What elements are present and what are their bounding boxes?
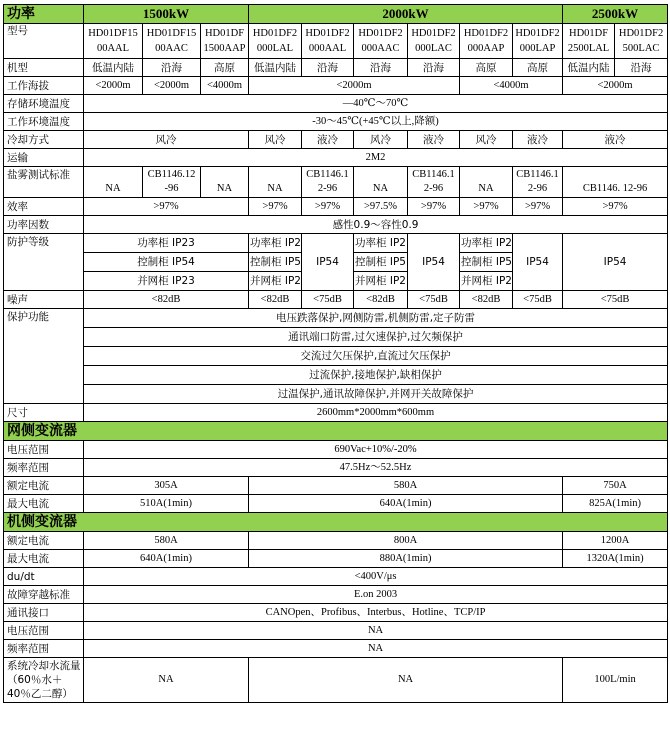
model-type-cell: 沿海 [408,59,460,77]
model-line: HD01DF2 [358,28,403,39]
salt-spray-line: 2-96 [423,183,444,194]
model-type-cell: 低温内陆 [84,59,143,77]
cooling-cell: 液冷 [302,131,354,149]
grid-max-current-label: 最大电流 [4,495,84,513]
model-cell [84,24,143,59]
model-line: 1500AAP [203,43,246,54]
salt-spray-cell: NA [460,167,513,198]
comm-value: CANOpen、Profibus、Interbus、Hotline、TCP/IP [84,604,668,622]
efficiency-cell: >97.5% [354,198,408,216]
power-1500: 1500kW [84,5,249,24]
protection-level-cell: IP54 [563,234,668,291]
efficiency-cell: >97% [249,198,302,216]
protection-line: 过温保护,通讯故障保护,并网开关故障保护 [84,385,668,404]
machine-max-current-cell: 1320A(1min) [563,550,668,568]
model-line: 000LAC [415,43,452,54]
model-type-cell: 沿海 [615,59,668,77]
model-line: 000LAL [256,43,294,54]
dudt-value: <400V/μs [84,568,668,586]
salt-spray-cell: NA [249,167,302,198]
protection-row [4,366,668,385]
model-line: 000AAP [467,43,505,54]
comm-label: 通讯接口 [4,604,84,622]
protection-level-cell: 并网柜 IP2 [460,272,513,291]
model-cell [615,24,668,59]
model-line: 000AAC [361,43,400,54]
protection-level-cell: 并网柜 IP23 [84,272,249,291]
efficiency-cell: >97% [408,198,460,216]
model-row [4,24,668,59]
salt-spray-line: -96 [164,183,179,194]
altitude-cell: <4000m [201,77,249,95]
efficiency-cell: >97% [302,198,354,216]
machine-max-current-cell: 640A(1min) [84,550,249,568]
noise-row [4,291,668,309]
model-type-cell: 高原 [201,59,249,77]
protection-level-cell: 功率柜 IP2 [354,234,408,253]
cooling-cell: 液冷 [563,131,668,149]
model-line: HD01DF15 [88,28,138,39]
noise-cell: <82dB [84,291,249,309]
noise-cell: <75dB [563,291,668,309]
grid-max-current-row [4,495,668,513]
cooling-cell: 风冷 [249,131,302,149]
model-line: 000AAL [308,43,347,54]
model-line: HD01DF2 [463,28,509,39]
machine-voltage-value: NA [84,622,668,640]
model-line: 2500LAL [567,43,610,54]
altitude-cell: <4000m [460,77,563,95]
machine-voltage-label: 电压范围 [4,622,84,640]
protection-level-cell: 控制柜 IP5 [460,253,513,272]
efficiency-row [4,198,668,216]
altitude-cell: <2000m [84,77,143,95]
model-type-cell: 沿海 [143,59,201,77]
model-type-cell: 沿海 [302,59,354,77]
machine-max-current-row [4,550,668,568]
model-label: 型号 [4,24,84,59]
altitude-cell: <2000m [249,77,460,95]
protection-line: 交流过欠压保护,直流过欠压保护 [84,347,668,366]
model-type-cell: 沿海 [354,59,408,77]
model-line: HD01DF2 [252,28,298,39]
protection-level-cell: 功率柜 IP2 [460,234,513,253]
protection-row [4,385,668,404]
machine-frequency-row [4,640,668,658]
protection-row [4,347,668,366]
model-line: 000LAP [519,43,556,54]
coolant-flow-cell: 100L/min [563,658,668,703]
protection-level-cell: 控制柜 IP54 [84,253,249,272]
model-cell [143,24,201,59]
grid-frequency-row [4,459,668,477]
machine-max-current-cell: 880A(1min) [249,550,563,568]
salt-spray-label: 盐雾测试标准 [4,167,84,198]
storage-temp-label: 存储环境温度 [4,95,84,113]
noise-label: 噪声 [4,291,84,309]
model-line: HD01DF [204,28,245,39]
grid-rated-current-cell: 305A [84,477,249,495]
cooling-row [4,131,668,149]
noise-cell: <82dB [354,291,408,309]
model-line: 500LAC [622,43,660,54]
salt-spray-cell [408,167,460,198]
model-line: 00AAC [155,43,188,54]
protection-level-cell: 并网柜 IP2 [354,272,408,291]
transport-row [4,149,668,167]
grid-voltage-label: 电压范围 [4,441,84,459]
protection-level-cell: IP54 [408,234,460,291]
grid-rated-current-label: 额定电流 [4,477,84,495]
size-value: 2600mm*2000mm*600mm [84,404,668,422]
work-temp-row [4,113,668,131]
salt-spray-cell: CB1146. 12-96 [563,167,668,198]
model-line: HD01DF2 [305,28,350,39]
noise-cell: <75dB [408,291,460,309]
machine-rated-current-label: 额定电流 [4,532,84,550]
grid-max-current-cell: 640A(1min) [249,495,563,513]
machine-frequency-value: NA [84,640,668,658]
coolant-flow-cell: NA [249,658,563,703]
salt-spray-cell: NA [201,167,249,198]
work-temp-value: -30～45℃(+45℃以上,降额) [84,113,668,131]
cooling-cell: 液冷 [408,131,460,149]
work-temp-label: 工作环境温度 [4,113,84,131]
grid-rated-current-cell: 580A [249,477,563,495]
model-cell [302,24,354,59]
model-type-cell: 高原 [460,59,513,77]
grid-voltage-value: 690Vac+10%/-20% [84,441,668,459]
noise-cell: <82dB [460,291,513,309]
protection-row [4,309,668,328]
grid-side-title: 网侧变流器 [4,422,668,441]
grid-rated-current-cell: 750A [563,477,668,495]
protection-row [4,328,668,347]
salt-spray-line: 2-96 [527,183,548,194]
salt-spray-line: CB1146.1 [412,169,455,180]
model-line: HD01DF15 [146,28,197,39]
power-factor-row [4,216,668,234]
protection-level-cell: 并网柜 IP2 [249,272,302,291]
size-label: 尺寸 [4,404,84,422]
machine-voltage-row [4,622,668,640]
transport-label: 运输 [4,149,84,167]
power-factor-label: 功率因数 [4,216,84,234]
model-type-cell: 低温内陆 [563,59,615,77]
salt-spray-cell [143,167,201,198]
salt-spray-line: CB1146.12 [147,169,196,180]
power-2500: 2500kW [563,5,668,24]
dudt-row [4,568,668,586]
protection-level-cell: IP54 [302,234,354,291]
model-cell [201,24,249,59]
storage-temp-value: —40℃～70℃ [84,95,668,113]
salt-spray-line: CB1146.1 [516,169,559,180]
cooling-cell: 风冷 [460,131,513,149]
protection-level-cell: 控制柜 IP5 [249,253,302,272]
salt-spray-cell [302,167,354,198]
model-line: 00AAL [96,43,130,54]
model-line: HD01DF [568,28,609,39]
model-cell [460,24,513,59]
salt-spray-line: CB1146.1 [306,169,349,180]
cooling-cell: 风冷 [354,131,408,149]
model-cell [249,24,302,59]
dudt-label: du/dt [4,568,84,586]
model-type-cell: 低温内陆 [249,59,302,77]
salt-spray-cell: NA [354,167,408,198]
efficiency-label: 效率 [4,198,84,216]
cooling-cell: 液冷 [513,131,563,149]
grid-max-current-cell: 825A(1min) [563,495,668,513]
cooling-cell: 风冷 [84,131,249,149]
machine-rated-current-row [4,532,668,550]
protection-level-cell: 控制柜 IP5 [354,253,408,272]
grid-voltage-row [4,441,668,459]
power-factor-value: 感性0.9～容性0.9 [84,216,668,234]
salt-spray-cell: NA [84,167,143,198]
noise-cell: <75dB [513,291,563,309]
protection-line: 过流保护,接地保护,缺相保护 [84,366,668,385]
grid-frequency-value: 47.5Hz～52.5Hz [84,459,668,477]
transport-value: 2M2 [84,149,668,167]
model-line: HD01DF2 [411,28,456,39]
efficiency-cell: >97% [513,198,563,216]
altitude-cell: <2000m [563,77,668,95]
protection-level-cell: IP54 [513,234,563,291]
machine-rated-current-cell: 1200A [563,532,668,550]
model-type-label: 机型 [4,59,84,77]
machine-frequency-label: 频率范围 [4,640,84,658]
ride-through-row [4,586,668,604]
model-cell [408,24,460,59]
protection-line: 通讯端口防雷,过欠速保护,过欠频保护 [84,328,668,347]
noise-cell: <82dB [249,291,302,309]
model-type-cell: 高原 [513,59,563,77]
model-cell [563,24,615,59]
power-label: 功率 [4,5,84,24]
model-cell [513,24,563,59]
grid-max-current-cell: 510A(1min) [84,495,249,513]
protection-level-cell: 功率柜 IP2 [249,234,302,253]
spec-table [3,4,668,703]
altitude-label: 工作海拔 [4,77,84,95]
ride-through-value: E.on 2003 [84,586,668,604]
salt-spray-line: 2-96 [317,183,338,194]
altitude-row [4,77,668,95]
protection-line: 电压跌落保护,网侧防雷,机侧防雷,定子防雷 [84,309,668,328]
efficiency-cell: >97% [84,198,249,216]
protection-label: 保护功能 [4,309,84,404]
size-row [4,404,668,422]
power-header-row [4,5,668,24]
protection-level-cell: 功率柜 IP23 [84,234,249,253]
machine-side-title: 机侧变流器 [4,513,668,532]
coolant-flow-row [4,658,668,703]
coolant-flow-cell: NA [84,658,249,703]
model-line: HD01DF2 [618,28,664,39]
machine-rated-current-cell: 800A [249,532,563,550]
ride-through-label: 故障穿越标准 [4,586,84,604]
cooling-label: 冷却方式 [4,131,84,149]
coolant-flow-label: 系统冷却水流量（60％水＋40％乙二醇） [4,658,84,703]
efficiency-cell: >97% [563,198,668,216]
storage-temp-row [4,95,668,113]
machine-rated-current-cell: 580A [84,532,249,550]
altitude-cell: <2000m [143,77,201,95]
grid-frequency-label: 频率范围 [4,459,84,477]
grid-rated-current-row [4,477,668,495]
efficiency-cell: >97% [460,198,513,216]
grid-side-header [4,422,668,441]
machine-side-header [4,513,668,532]
model-type-row [4,59,668,77]
machine-max-current-label: 最大电流 [4,550,84,568]
protection-level-label: 防护等级 [4,234,84,291]
salt-spray-cell [513,167,563,198]
comm-row [4,604,668,622]
power-2000: 2000kW [249,5,563,24]
protection-level-row [4,234,668,253]
model-cell [354,24,408,59]
model-line: HD01DF2 [515,28,560,39]
noise-cell: <75dB [302,291,354,309]
salt-spray-row [4,167,668,198]
